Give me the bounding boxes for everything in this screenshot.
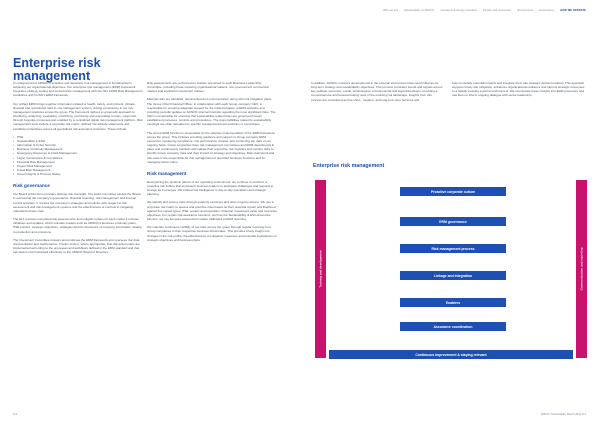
list-item: • Legal, Governance & Compliance bbox=[13, 156, 143, 160]
erm-framework-diagram bbox=[315, 180, 587, 360]
nav-climate[interactable]: Climate and energy transition bbox=[440, 9, 478, 12]
column-3 bbox=[311, 81, 443, 106]
nav-who-we-are[interactable]: Who we are bbox=[383, 9, 399, 12]
band-enablers: Enablers bbox=[400, 298, 506, 307]
side-bar-label: Training and development bbox=[318, 250, 323, 288]
list-item: • Emergency Response & Crisis Management bbox=[13, 151, 143, 155]
paragraph: In addition, ADNOC monitors developments in the external environment that could influence its long-term strategy and sustainability objectives. This process considers trends and signals across key political, economic, social, technological, environmental and legal dimensions, providing a comprehensive and forward-looking view of the evolving risk landscape. Insights from this process are considered across short-, medium- and long-term time horizons and bbox=[311, 81, 443, 102]
communication-reporting-bar bbox=[576, 180, 587, 358]
list-item: • HSE bbox=[13, 135, 143, 139]
list-item: • Asset Integrity & Process Safety bbox=[13, 172, 143, 176]
band-proactive-culture: Proactive corporate culture bbox=[400, 187, 506, 196]
paragraph: help us identify potential impacts and integrate them into strategic decision-making. This approach supports timely risk mitigation, enhances organizational resilience and informs strategic responses to a rapidly evolving external environment. We incorporate these insights into ERM processes and use them to inform ongoing dialogue with senior leadership. bbox=[452, 81, 585, 98]
footer-publication bbox=[541, 413, 586, 416]
list-item: • Sustainability & ESG bbox=[13, 139, 143, 143]
nav-environment[interactable]: Environment bbox=[517, 9, 534, 12]
list-item: • Financial Risk Management bbox=[13, 160, 143, 164]
list-item: • Fraud Risk Management bbox=[13, 168, 143, 172]
column-2 bbox=[147, 81, 277, 246]
training-development-bar bbox=[315, 180, 326, 358]
diagram-title: Enterprise risk management bbox=[313, 163, 385, 169]
publication-name: ADNOC Sustainability Report 2024 bbox=[540, 413, 582, 416]
paragraph: An integral part of ADNOC's activities and decisions, risk management is fundamental to achieving our organizational objectives. Our enterprise risk management (ERM) framework integrates strategy setting and performance management with the ISO 31000 Risk Management Guidelines and COSO's ERM framework. bbox=[13, 81, 143, 98]
paragraph: Our Board of Directors provides ultimate risk oversight. The Audit Committee assists the Board in overseeing the company's governance, financial reporting, risk management and internal control activities. It reviews the company's strategies and policies with respect to risk assessment and risk management systems and the effectiveness of controls to mitigating material business risks. bbox=[13, 192, 141, 213]
page-number-right: 114 bbox=[581, 413, 586, 416]
section-heading-risk-management: Risk management bbox=[147, 170, 187, 176]
paragraph: Material risks are identified, documented and communicated, along with risk mitigation plans. The Group Chief Financial Officer, in collaboration with each Group company CEO, is responsible for ensuring adequate support for the implementation of ERM activities and providing periodic updates to ADNOC Internal Controls regarding the most significant risks. The CEO is responsible for ensuring that sustainability-related risks are governed through established processes, controls and procedures. The responsibilities related to sustainability oversight are often delegated to specific management-level positions or committees. bbox=[147, 97, 276, 127]
nav-governance[interactable]: Governance bbox=[539, 9, 555, 12]
risk-functions-list bbox=[13, 135, 143, 177]
paragraph: Risk assessments are performed for matters presented to each Business Leadership Committee, including those involving organizational matters, non-procurement commercial matters and significant investment matters. bbox=[147, 81, 269, 94]
paragraph: The Group ERM function is responsible for the effective implementation of the ERM framework across the group. This includes providing guidance and support to Group company ERM personnel, monitoring compliance, risk performance reviews, and monitoring top risks on an ongoing basis. Group companies have risk management committees and ERM departments in place and continuously maintain and update their respective risk registers and monitor risks to identify Group company risks and their impact on strategy and objectives. Risk champions and risk owners are responsible for risk management of specified business functions and for managing action plans. bbox=[147, 130, 275, 164]
list-item: • Business Continuity Management bbox=[13, 147, 143, 151]
top-navigation bbox=[383, 9, 586, 12]
paragraph: The Investment Committee reviews and endorses the ERM framework and oversees risk data documentation and maintenance. It helps ensure, where appropriate, that risk action plans are implemented according to the processes and workflows defined in the ERM standard and that risk data is communicated effectively to the ADNOC Board of Directors. bbox=[13, 237, 140, 255]
band-erm-governance: ERM governance bbox=[400, 217, 506, 226]
column-4 bbox=[452, 81, 586, 102]
band-continuous-improvement: Continuous improvement & staying relevant bbox=[329, 350, 573, 359]
list-item: • Project Risk Management bbox=[13, 164, 143, 168]
paragraph: Recognizing the dynamic nature of our operating environment, we continue to reinforce a proactive risk culture that empowers business leaders to anticipate challenges and respond to change as it emerges. We embed risk intelligence in day-to-day operations and strategic planning. bbox=[147, 179, 274, 197]
nav-how-we-operate[interactable]: HOW WE OPERATE bbox=[560, 9, 586, 12]
band-linkage: Linkage and integration bbox=[400, 271, 506, 280]
paragraph: Our unified ERM brings together information related to health, safety, environment, climate, financial and operational risks in one management system, driving consistency in our risk management practices across the group. The framework defines a systematic approach to identifying, analyzing, evaluating, prioritizing, monitoring and responding to risks, supported through bespoke processes and enabled by a centralized digital risk management platform. Risk management tools include a corporate risk matrix, defined risk attitude statements and established interfaces across all specialized risk assurance functions. These include: bbox=[13, 101, 143, 131]
paragraph: We identify and assess risks through quarterly exercises and other ongoing actions. We use a corporate risk matrix to assess and prioritize risks based on their potential impact and likelihood against five impact types: HSE, society and reputation, financial, investment value and corporate objectives. For certain risk assurance functions, such as the Sustainability & ESG Executive function, we use bespoke assessment scales calibrated to ERM reporting. bbox=[147, 200, 277, 222]
paragraph: The ELT receives completed risk assessments and mitigation plans for each matter it reviews. Initiatives and updates, which includes matters such as ADNOC's business continuity plans, HSE policies, strategic objectives, strategies and the disclosure of company information relating to production and emissions. bbox=[13, 217, 142, 234]
section-heading-risk-governance: Risk governance bbox=[13, 183, 50, 189]
nav-people[interactable]: People and community bbox=[483, 9, 512, 12]
side-bar-label: Communication and reporting bbox=[579, 247, 584, 291]
paragraph: We maintain continuous visibility of top risks across the group through regular reporting from Group companies to their respective business directorates. This provides timely insight into changes in the risk profile, the effectiveness of mitigation measures and potential implications on strategic objectives and business plans. bbox=[147, 225, 277, 242]
nav-sustainability[interactable]: Sustainability at ADNOC bbox=[404, 9, 435, 12]
page-number: 113 bbox=[13, 413, 18, 416]
page-title: Enterprise risk management bbox=[13, 56, 101, 83]
band-assurance: Assurance coordination bbox=[400, 322, 506, 331]
column-1 bbox=[13, 81, 143, 258]
band-risk-process: Risk management process bbox=[400, 244, 506, 253]
list-item: • Information & Cyber Security bbox=[13, 143, 143, 147]
